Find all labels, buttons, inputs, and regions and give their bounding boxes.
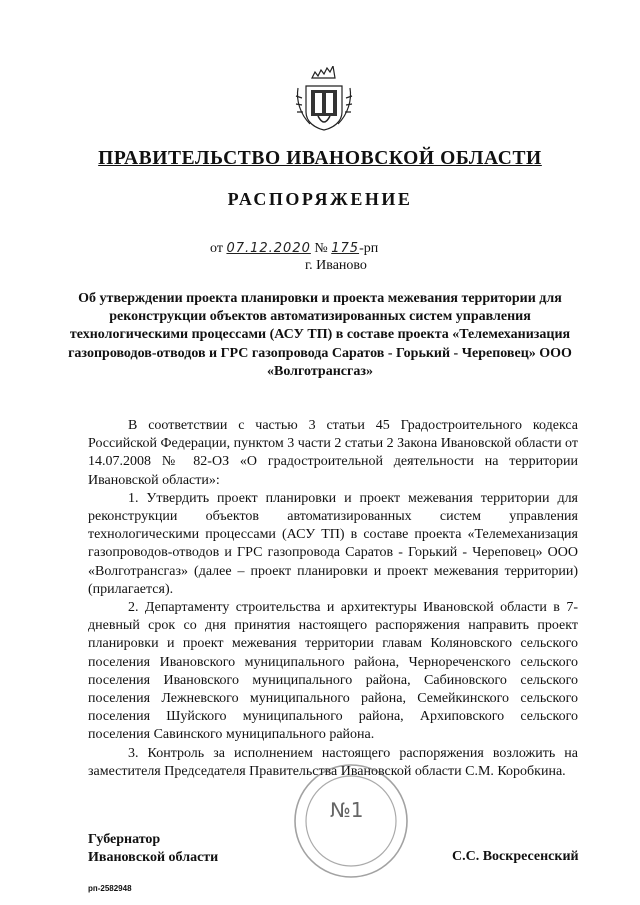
item-1-paragraph: 1. Утвердить проект планировки и проект межевания территории для реконструкции объектов автоматизированных систем управления технологическими процессами (АСУ ТП) в составе проекта «Телемеханизация газопроводов-отводов и ГРС газопровода Саратов - Горький - Череповец» ООО «Волготрансгаз» (далее – проект планировки и проект межевания территории) (прилагается).	[88, 490, 578, 597]
preamble-paragraph: В соответствии с частью 3 статьи 45 Градостроительного кодекса Российской Федерации, пунктом 3 части 2 статьи 2 Закона Ивановской области от 14.07.2008 № 82-ОЗ «О градостроительной деятельности на территории Ивановской области»:	[88, 418, 578, 488]
number-prefix: №	[314, 241, 328, 256]
signatory-position-line1: Губернатор	[88, 832, 161, 847]
document-code: рп-2582948	[88, 884, 132, 893]
number-suffix: -рп	[359, 241, 379, 256]
date-number-line	[210, 241, 378, 257]
organization-title: ПРАВИТЕЛЬСТВО ИВАНОВСКОЙ ОБЛАСТИ	[98, 148, 542, 169]
document-subject: Об утверждении проекта планировки и проекта межевания территории для реконструкции объектов автоматизированных систем управления технологическими процессами (АСУ ТП) в составе проекта «Телемеханизация газопроводов-отводов и ГРС газопровода Саратов - Горький - Череповец» ООО «Волготрансгаз»	[68, 291, 572, 379]
official-stamp	[292, 762, 410, 880]
date-prefix: от	[210, 241, 223, 256]
city-line: г. Иваново	[305, 258, 367, 273]
signatory-position	[88, 831, 218, 867]
document-body	[88, 417, 578, 781]
coat-of-arms-emblem	[292, 66, 356, 134]
handwritten-date: 07.12.2020	[226, 241, 311, 256]
signatory-position-line2: Ивановской области	[88, 850, 219, 865]
item-3-paragraph: 3. Контроль за исполнением настоящего распоряжения возложить на заместителя Председателя Правительства Ивановской области С.М. Коробкина.	[88, 745, 578, 779]
handwritten-number: 175	[331, 241, 360, 256]
item-2-paragraph: 2. Департаменту строительства и архитектуры Ивановской области в 7-дневный срок со дня принятия настоящего распоряжения направить проект планировки и проект межевания территории главам Коляновского сельского поселения Ивановского муниципального района, Чернореченского сельского поселения Ивановского муниципального района, Сабиновского сельского поселения Лежневского муниципального района, Семейкинского сельского поселения Шуйского муниципального района, Архиповского сельского поселения Савинского муниципального района.	[88, 600, 578, 743]
signatory-name: С.С. Воскресенский	[452, 849, 579, 864]
stamp-label: №1	[330, 798, 364, 822]
document-type-heading: РАСПОРЯЖЕНИЕ	[227, 189, 413, 209]
